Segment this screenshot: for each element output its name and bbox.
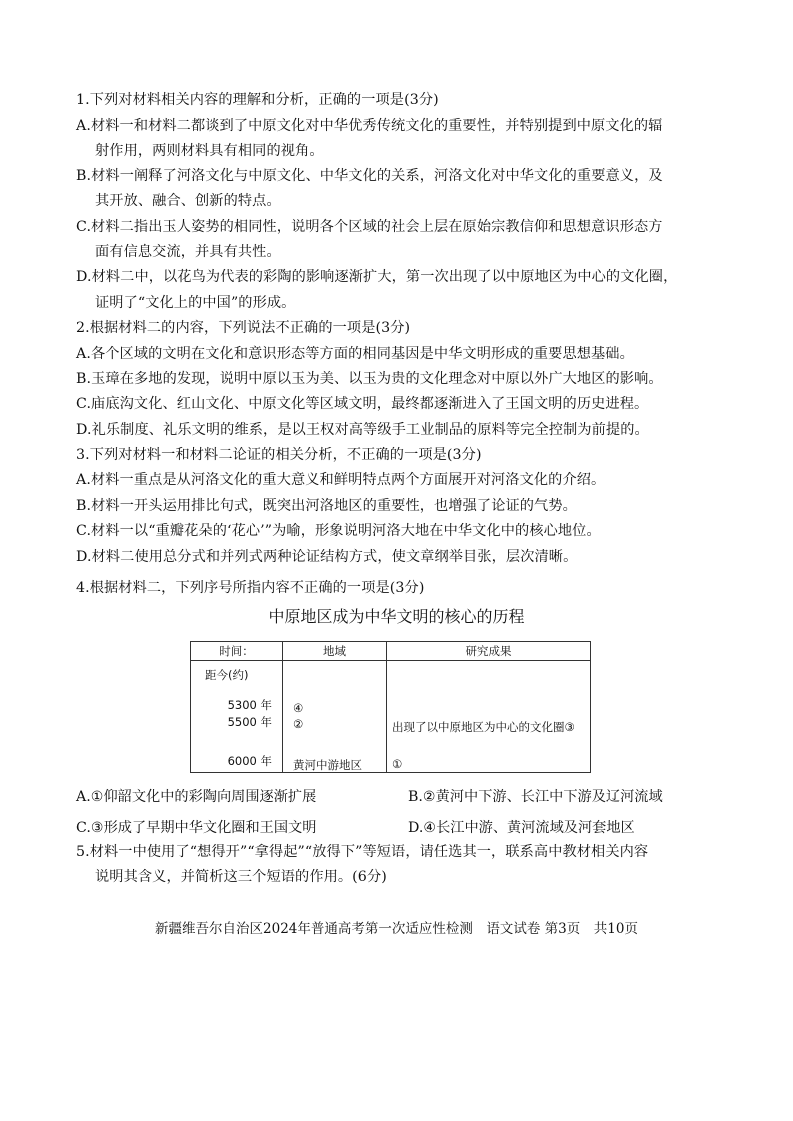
header-time: 时间： — [191, 642, 283, 661]
table-caption: 中原地区成为中华文明的核心的历程 — [268, 607, 525, 626]
q1-option-b-cont: 其开放、融合、创新的特点。 — [95, 193, 281, 209]
q2-option-d: D.礼乐制度、礼乐文明的维系，是以王权对高等级手工业制品的原料等完全控制为前提的。 — [76, 422, 649, 438]
q4-option-c: C.③形成了早期中华文化圈和王国文明 — [76, 820, 317, 836]
q1-option-a: A.材料一和材料二都谈到了中原文化对中华优秀传统文化的重要性，并特别提到中原文化的辐 — [76, 118, 663, 134]
region-yellow-river: 黄河中游地区 — [293, 758, 362, 772]
time-label: 距今(约) — [205, 668, 249, 682]
q5-stem-cont: 说明其含义，并简析这三个短语的作用。(6分) — [95, 869, 387, 885]
q2-option-c: C.庙底沟文化、红山文化、中原文化等区域文明，最终都逐渐进入了王国文明的历史进程。 — [76, 396, 649, 412]
q3-option-c: C.材料一以“重瓣花朵的‘花心’”为喻，形象说明河洛大地在中华文化中的核心地位。 — [76, 523, 601, 539]
table-header-row — [191, 642, 591, 661]
header-result: 研究成果 — [387, 642, 591, 661]
q4-option-b: B.②黄河中下游、长江中下游及辽河流域 — [408, 789, 663, 805]
region-cell — [283, 661, 387, 773]
q1-option-a-cont: 射作用，两则材料具有相同的视角。 — [95, 143, 324, 159]
result-1: ① — [392, 757, 403, 771]
q2-stem: 2.根据材料二的内容，下列说法不正确的一项是(3分) — [76, 320, 411, 336]
q3-option-a: A.材料一重点是从河洛文化的重大意义和鲜明特点两个方面展开对河洛文化的介绍。 — [76, 472, 606, 488]
region-4: ④ — [293, 701, 304, 715]
time-6000: 6000 年 — [227, 754, 272, 768]
q5-stem: 5.材料一中使用了“想得开”“拿得起”“放得下”等短语，请任选其一，联系高中教材相关内容 — [76, 844, 649, 860]
q2-option-b: B.玉璋在多地的发现，说明中原以玉为美、以玉为贵的文化理念对中原以外广大地区的影响。 — [76, 371, 663, 387]
q3-option-d: D.材料二使用总分式和并列式两种论证结构方式，使文章纲举目张，层次清晰。 — [76, 549, 578, 565]
page-footer: 新疆维吾尔自治区2024年普通高考第一次适应性检测 语文试卷 第3页 共10页 — [155, 921, 638, 937]
time-5500: 5500 年 — [227, 715, 272, 729]
q1-option-d-cont: 证明了“文化上的中国”的形成。 — [95, 295, 296, 311]
q2-option-a: A.各个区域的文明在文化和意识形态等方面的相同基因是中华文明形成的重要思想基础。 — [76, 346, 634, 362]
result-3: 出现了以中原地区为中心的文化圈③ — [392, 720, 575, 734]
q3-option-b: B.材料一开头运用排比句式，既突出河洛地区的重要性，也增强了论证的气势。 — [76, 498, 577, 514]
q4-stem: 4.根据材料二，下列序号所指内容不正确的一项是(3分) — [76, 580, 425, 596]
q1-option-c-cont: 面有信息交流，并具有共性。 — [95, 244, 281, 260]
region-2: ② — [293, 717, 304, 731]
time-5300: 5300 年 — [227, 698, 272, 712]
table-body-row — [191, 661, 591, 773]
q1-option-d: D.材料二中，以花鸟为代表的彩陶的影响逐渐扩大，第一次出现了以中原地区为中心的文化圈， — [76, 269, 678, 285]
q1-option-b: B.材料一阐释了河洛文化与中原文化、中华文化的关系，河洛文化对中华文化的重要意义，及 — [76, 168, 663, 184]
header-region: 地域 — [283, 642, 387, 661]
q3-stem: 3.下列对材料一和材料二论证的相关分析，不正确的一项是(3分) — [76, 447, 482, 463]
time-cell — [191, 661, 283, 773]
history-table — [190, 641, 591, 773]
q1-stem: 1.下列对材料相关内容的理解和分析，正确的一项是(3分) — [76, 92, 439, 108]
q4-option-a: A.①仰韶文化中的彩陶向周围逐渐扩展 — [76, 789, 317, 805]
q4-option-d: D.④长江中游、黄河流域及河套地区 — [408, 820, 635, 836]
q1-option-c: C.材料二指出玉人姿势的相同性，说明各个区域的社会上层在原始宗教信仰和思想意识形态方 — [76, 219, 663, 235]
result-cell — [387, 661, 591, 773]
